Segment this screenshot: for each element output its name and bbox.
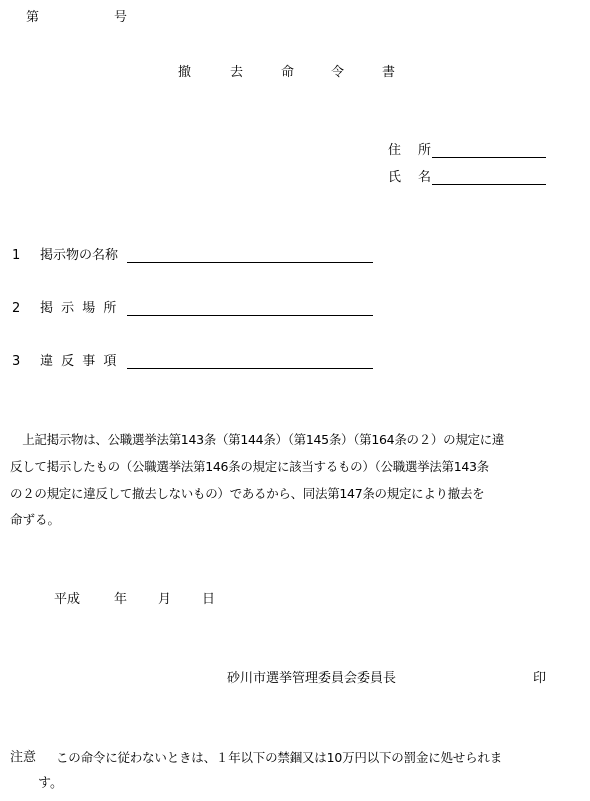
title-char: 令 (331, 65, 345, 80)
title-char: 命 (281, 65, 295, 80)
date-month: 月 (158, 592, 172, 607)
item-field-line (127, 315, 373, 316)
address-field-line (432, 157, 546, 158)
item-label: 違 反 事 項 (40, 354, 119, 369)
title-char: 撤 (178, 65, 192, 80)
note-text-line: この命令に従わないときは、１年以下の禁錮又は10万円以下の罰金に処せられま (56, 750, 503, 765)
number-suffix: 号 (114, 10, 128, 25)
seal-mark: 印 (533, 671, 547, 686)
item-number: 3 (12, 354, 21, 369)
title-char: 去 (230, 65, 244, 80)
item-label: 掲示物の名称 (40, 248, 119, 263)
item-field-line (127, 368, 373, 369)
item-number: 2 (12, 301, 21, 316)
item-field-line (127, 262, 373, 263)
paragraph-line: 上記掲示物は、公職選挙法第143条（第144条）（第145条）（第164条の２）の規定に違 (10, 432, 505, 447)
paragraph-line: 反して掲示したもの（公職選挙法第146条の規定に該当するもの）（公職選挙法第143条 (10, 459, 489, 474)
date-year: 年 (114, 592, 128, 607)
date-era: 平成 (54, 592, 81, 607)
issuer-name: 砂川市選挙管理委員会委員長 (227, 671, 397, 686)
paragraph-line: の２の規定に違反して撤去しないもの）であるから、同法第147条の規定により撤去を (10, 486, 485, 501)
note-label: 注意 (10, 750, 37, 765)
name-label-2: 名 (418, 170, 432, 185)
date-day: 日 (202, 592, 216, 607)
name-label-1: 氏 (388, 170, 402, 185)
title-char: 書 (382, 65, 396, 80)
number-prefix: 第 (26, 10, 40, 25)
paragraph-line: 命ずる。 (10, 512, 61, 527)
note-text-line: す。 (38, 776, 63, 791)
address-label-1: 住 (388, 143, 402, 158)
address-label-2: 所 (418, 143, 432, 158)
name-field-line (432, 184, 546, 185)
item-label: 掲 示 場 所 (40, 301, 119, 316)
item-number: 1 (12, 248, 21, 263)
